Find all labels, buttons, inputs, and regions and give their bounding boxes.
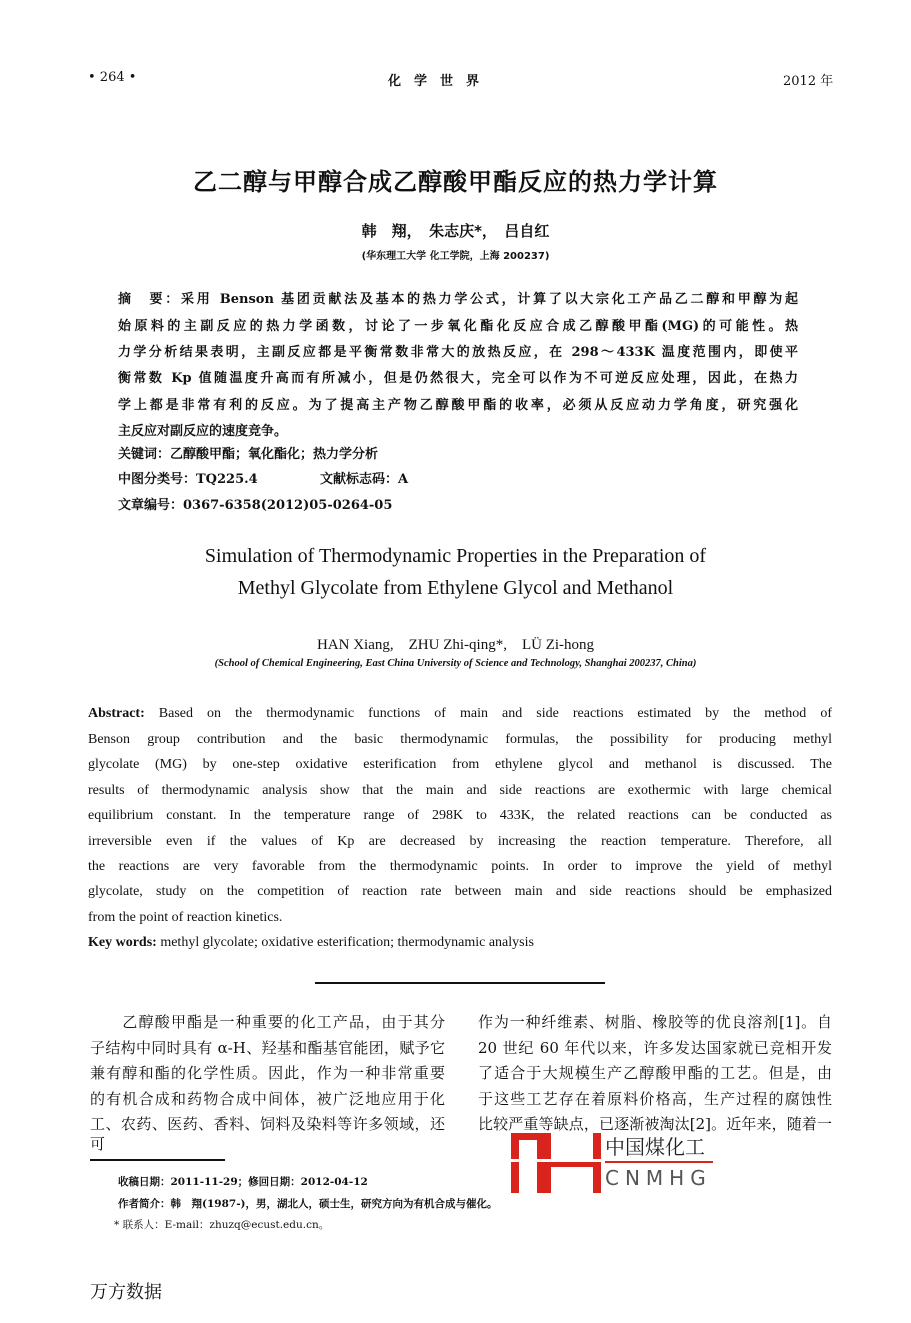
cn-title: 乙二醇与甲醇合成乙醇酸甲酯反应的热力学计算 [193,168,718,196]
source-watermark: 万方数据 [90,1282,162,1303]
footnote-author-bio: 作者简介：韩 翔(1987-)，男，湖北人，硕士生，研究方向为有机合成与催化。 [118,1198,498,1210]
watermark-en: CNMHG [605,1166,712,1190]
footnote-divider [90,1159,225,1161]
issue-year: 2012 年 [783,74,834,89]
en-affiliation: (School of Chemical Engineering, East China University of Science and Technology, Shanghai 200237, China) [214,658,697,669]
cn-abstract-line: 摘 要：采用 Benson 基团贡献法及基本的热力学公式，计算了以大宗化工产品乙二醇和甲醇为起 [118,292,798,307]
en-abstract-line: Benson group contribution and the basic thermodynamic formulas, the possibility for producing methyl [88,732,832,747]
en-abstract-line: equilibrium constant. In the temperature range of 298K to 433K, the related reactions can be conducted as [88,808,832,823]
footnote-contact: * 联系人：E-mail：zhuzq@ecust.edu.cn。 [114,1219,330,1231]
en-abstract-line: irreversible even if the values of Kp are decreased by increasing the reaction temperature. Therefore, all [88,834,832,849]
section-divider [315,982,605,984]
en-abstract-line: glycolate (MG) by one-step oxidative esterification from ethylene glycol and methanol is discussed. The [88,757,832,772]
en-title-line: Methyl Glycolate from Ethylene Glycol and Methanol [237,577,674,599]
body-line: 兼有醇和酯的化学性质。因此，作为一种非常重要 [90,1064,445,1082]
cn-abstract-line: 学上都是非常有利的反应。为了提高主产物乙醇酸甲酯的收率，必须从反应动力学角度，研究强化 [118,398,798,413]
cn-abstract-line: 力学分析结果表明，主副反应都是平衡常数非常大的放热反应，在 298～433K 温度范围内，即使平 [118,345,798,360]
abstract-text: Based on the thermodynamic functions of main and side reactions estimated by the method of [144,706,832,721]
clc-number: 中图分类号：TQ225.4 [118,472,258,487]
en-title-line: Simulation of Thermodynamic Properties in the Preparation of [204,545,707,567]
body-line: 比较严重等缺点，已逐渐被淘汰[2]。近年来，随着一 [478,1115,832,1133]
cn-affiliation: (华东理工大学 化工学院，上海 200237) [361,251,550,262]
cnmhg-logo-icon [511,1133,601,1193]
body-line: 20 世纪 60 年代以来，许多发达国家就已竞相开发 [478,1039,832,1057]
cn-abstract-line: 衡常数 Kp 值随温度升高而有所减小，但是仍然很大，完全可以作为不可逆反应处理，因此，在热力 [118,371,798,386]
body-line: 工、农药、医药、香料、饲料及染料等许多领域，还可 [90,1115,445,1153]
body-line: 了适合于大规模生产乙醇酸甲酯的工艺。但是，由 [478,1064,832,1082]
cn-abstract-line: 主反应对副反应的速度竞争。 [118,424,288,439]
en-abstract-line: results of thermodynamic analysis show that the main and side reactions are exothermic with large chemical [88,783,832,798]
body-line: 乙醇酸甲酯是一种重要的化工产品，由于其分 [90,1013,445,1031]
journal-name: 化 学 世 界 [388,74,480,89]
keywords-text: methyl glycolate; oxidative esterification; thermodynamic analysis [156,935,534,950]
page-number: • 264 • [88,70,137,85]
cn-abstract-line: 始原料的主副反应的热力学函数，讨论了一步氧化酯化反应合成乙醇酸甲酯(MG)的可能性。热 [118,319,798,334]
en-abstract-line: glycolate, study on the competition of reaction rate between main and side reactions should be emphasized [88,884,832,899]
watermark-cn: 中国煤化工 [605,1135,705,1159]
cn-keywords: 关键词：乙醇酸甲酯；氧化酯化；热力学分析 [118,447,379,462]
body-line: 的有机合成和药物合成中间体，被广泛地应用于化 [90,1090,445,1108]
body-line: 子结构中同时具有 α-H、羟基和酯基官能团，赋予它 [90,1039,445,1057]
en-abstract-line [88,704,832,724]
keywords-label: Key words: [88,935,157,950]
en-abstract-line: the reactions are very favorable from the thermodynamic points. In order to improve the yield of methyl [88,859,832,874]
document-code: 文献标志码：A [320,472,409,487]
en-abstract-line: from the point of reaction kinetics. [88,910,283,925]
cn-authors: 韩 翔， 朱志庆*， 吕自红 [361,222,550,240]
body-line: 作为一种纤维素、树脂、橡胶等的优良溶剂[1]。自 [478,1013,832,1031]
body-line: 于这些工艺存在着原料价格高，生产过程的腐蚀性 [478,1090,832,1108]
abstract-label: Abstract: [88,706,145,721]
watermark-divider [605,1161,713,1163]
en-authors: HAN Xiang, ZHU Zhi-qing*, LÜ Zi-hong [316,637,595,653]
footnote-dates: 收稿日期：2011-11-29；修回日期：2012-04-12 [118,1176,368,1188]
en-keywords [88,933,832,953]
article-number: 文章编号：0367-6358(2012)05-0264-05 [118,498,393,513]
